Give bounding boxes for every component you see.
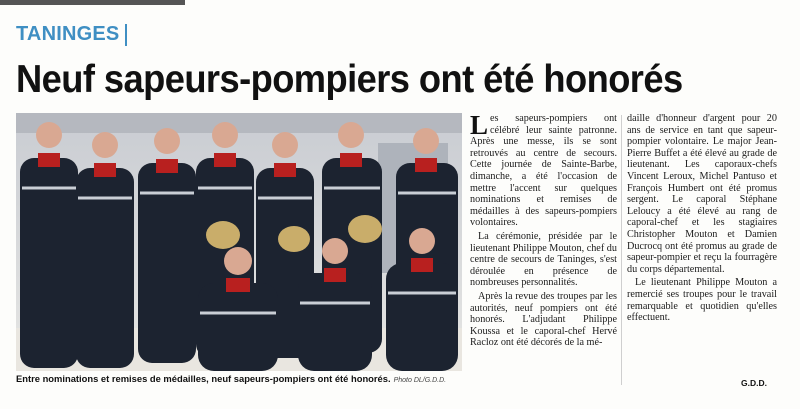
column-divider: [621, 115, 622, 385]
article-paragraph: es sapeurs-pompiers ont célébré leur sainte patronne. Après une messe, ils se sont retrouvés au centre de secours. Cette journée de Sainte-Barbe, dimanche, a été l'occasion de mettre l'accent sur quelques nominations et remises de médailles à des sapeurs-pompiers volontaires.: [470, 113, 617, 229]
article-paragraph: Le lieutenant Philippe Mouton a remercié ses troupes pour le travail remarquable et quotidien qu'elles effectuent.: [627, 277, 777, 324]
author-signature: G.D.D.: [741, 378, 767, 388]
photo-caption: [16, 373, 462, 387]
top-rule: [0, 0, 185, 5]
section-divider: [125, 24, 127, 46]
headline: Neuf sapeurs-pompiers ont été honorés: [16, 58, 683, 101]
article-column-1: [470, 110, 617, 351]
article-photo: [16, 113, 462, 371]
article-paragraph: Après la revue des troupes par les autorités, neuf pompiers ont été honorés. L'adjudant Philippe Koussa et le caporal-chef Hervé Racloz ont été décorés de la mé-: [470, 290, 617, 349]
article-paragraph: La cérémonie, présidée par le lieutenant Philippe Mouton, chef du centre de secours de Taninges, s'est déroulée en présence de nombreuses personnalités.: [470, 230, 617, 289]
section-header: [16, 23, 127, 46]
article-paragraph: daille d'honneur d'argent pour 20 ans de service en tant que sapeur-pompier volontaire. Le major Jean-Pierre Buffet a été élevé au grade de lieutenant. Les caporaux-chefs Vincent Leroux, Michel Pantuso et François Humbert ont été promus sergent. Le caporal Stéphane Leloucy a été élevé au rang de caporal-chef et les stagiaires Christopher Mouton et Damien Ducrocq ont été promus au grade de sapeur-pompier et reçu la fourragère du corps départemental.: [627, 113, 777, 275]
section-label: TANINGES: [16, 23, 120, 45]
photo-credit: Photo DL/G.D.D.: [393, 377, 447, 384]
firefighters-group-photo: [16, 113, 462, 371]
article-column-2: [627, 113, 777, 326]
drop-cap: L: [470, 110, 489, 140]
caption-text: Entre nominations et remises de médailles, neuf sapeurs-pompiers ont été honorés.: [16, 373, 391, 384]
